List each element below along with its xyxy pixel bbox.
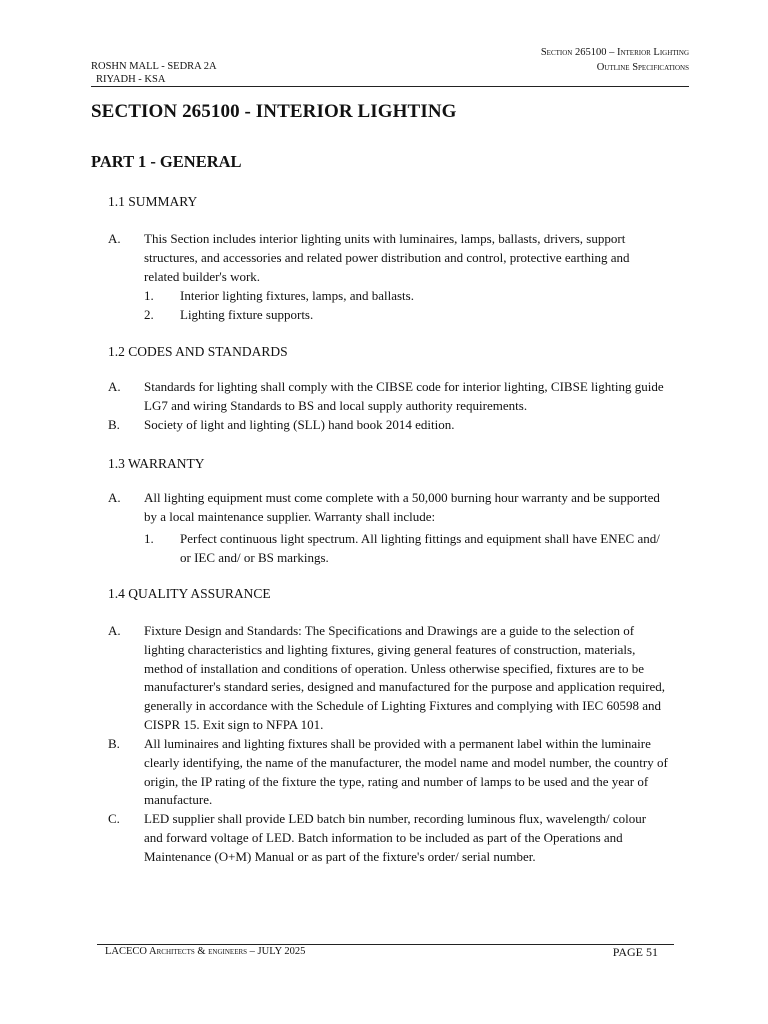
subitem-text: Perfect continuous light spectrum. All lighting fittings and equipment shall have ENEC and/ or IEC and/ or BS markings. xyxy=(180,531,660,565)
section-heading-warranty: 1.3 WARRANTY xyxy=(108,456,205,471)
item-text: Society of light and lighting (SLL) hand book 2014 edition. xyxy=(144,417,455,432)
subitem-text: Interior lighting fixtures, lamps, and ballasts. xyxy=(180,288,414,303)
item-marker: B. xyxy=(108,417,120,432)
section-heading-quality: 1.4 QUALITY ASSURANCE xyxy=(108,586,271,601)
project-location: RIYADH - KSA xyxy=(96,74,166,85)
item-marker: B. xyxy=(108,736,120,751)
footer-divider xyxy=(97,944,674,945)
item-text: All lighting equipment must come complete with a 50,000 burning hour warranty and be supported by a local maintenance supplier. Warranty shall include: xyxy=(144,490,660,524)
section-heading-codes: 1.2 CODES AND STANDARDS xyxy=(108,344,288,359)
item-text: This Section includes interior lighting units with luminaires, lamps, ballasts, drivers, support structures, and accessories and related power distribution and control, protective earthing and related builder's work. xyxy=(144,231,630,284)
subitem-marker: 1. xyxy=(144,531,154,546)
summary-subitem-2 xyxy=(144,305,668,324)
summary-item-a xyxy=(108,230,668,286)
item-text: Fixture Design and Standards: The Specifications and Drawings are a guide to the selection of lighting characteristics and lighting fixtures, giving general features of construction, materials, method of installation and conditions of operation. Unless otherwise specified, fixtures are to be manufacturer's standard series, designed and manufactured for the purpose and application required, generally in accordance with the Schedule of Lighting Fixtures and complying with IEC 60598 and CISPR 15. Exit sign to NFPA 101. xyxy=(144,623,666,732)
warranty-item-a xyxy=(108,489,668,527)
quality-item-c xyxy=(108,810,668,866)
warranty-subitem-1 xyxy=(144,529,668,567)
quality-item-b xyxy=(108,735,668,810)
footer-firm: LACECO Architects & engineers – JULY 2025 xyxy=(105,946,306,957)
project-name: ROSHN MALL - SEDRA 2A xyxy=(91,61,217,72)
item-text: LED supplier shall provide LED batch bin number, recording luminous flux, wavelength/ colour and forward voltage of LED. Batch information to be included as part of the Operations and Maintenance (O+M) Manual or as part of the fixture's order/ serial number. xyxy=(144,811,647,864)
subitem-marker: 1. xyxy=(144,288,154,303)
subitem-text: Lighting fixture supports. xyxy=(180,307,314,322)
page-number: PAGE 51 xyxy=(612,945,658,959)
document-type: Outline Specifications xyxy=(596,62,689,73)
subitem-marker: 2. xyxy=(144,307,154,322)
item-text: Standards for lighting shall comply with the CIBSE code for interior lighting, CIBSE lighting guide LG7 and wiring Standards to BS and local supply authority requirements. xyxy=(144,379,664,413)
project-info xyxy=(91,60,217,86)
codes-item-b xyxy=(108,416,668,435)
quality-item-a xyxy=(108,622,668,735)
codes-item-a xyxy=(108,378,668,416)
item-marker: A. xyxy=(108,379,121,394)
section-heading-summary: 1.1 SUMMARY xyxy=(108,194,198,209)
item-marker: A. xyxy=(108,490,121,505)
section-reference: Section 265100 – Interior Lighting xyxy=(540,47,689,58)
section-title: SECTION 265100 - INTERIOR LIGHTING xyxy=(91,101,457,122)
header-divider xyxy=(91,86,689,87)
item-marker: A. xyxy=(108,623,121,638)
summary-subitem-1 xyxy=(144,286,668,305)
item-marker: C. xyxy=(108,811,120,826)
item-marker: A. xyxy=(108,231,121,246)
section-info xyxy=(541,45,689,75)
item-text: All luminaires and lighting fixtures shall be provided with a permanent label within the luminaire clearly identifying, the name of the manufacturer, the model name and model number, the country of origin, the IP rating of the fixture the type, rating and number of lamps to be used and the year of manufacture. xyxy=(144,736,668,808)
part-heading: PART 1 - GENERAL xyxy=(91,152,242,171)
